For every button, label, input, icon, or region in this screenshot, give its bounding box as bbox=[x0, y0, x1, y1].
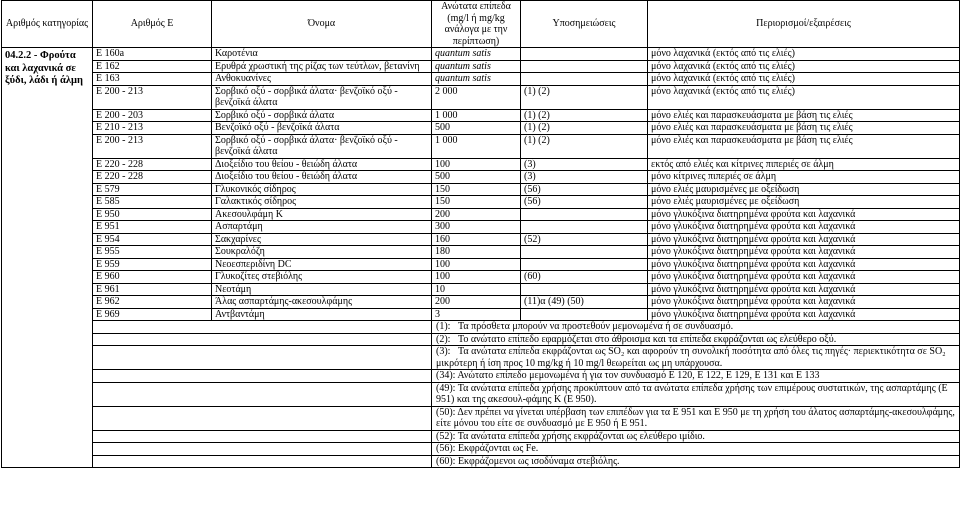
restriction-cell: μόνο λαχανικά (εκτός από τις ελιές) bbox=[648, 73, 960, 86]
notes-cell bbox=[521, 221, 648, 234]
level-cell: 3 bbox=[432, 308, 521, 321]
level-cell: 1 000 bbox=[432, 109, 521, 122]
notes-cell bbox=[521, 208, 648, 221]
name-cell: Διοξείδιο του θείου - θειώδη άλατα bbox=[212, 171, 432, 184]
level-cell: 100 bbox=[432, 258, 521, 271]
name-cell: Σουκραλόζη bbox=[212, 246, 432, 259]
footnote-row bbox=[2, 321, 960, 334]
level-cell: 10 bbox=[432, 283, 521, 296]
notes-cell bbox=[521, 73, 648, 86]
table-row bbox=[2, 171, 960, 184]
footnote-text: Το ανώτατο επίπεδο εφαρμόζεται στο άθροισμα και τα επίπεδα εκφράζονται ως ελεύθερο οξύ. bbox=[458, 333, 837, 345]
e-number-cell: E 162 bbox=[93, 60, 212, 73]
restriction-cell: μόνο ελιές και παρασκευάσματα με βάση τις ελιές bbox=[648, 134, 960, 158]
level-cell: 2 000 bbox=[432, 85, 521, 109]
category-cell: 04.2.2 - Φρούτα και λαχανικά σε ξύδι, λάδι ή άλμη bbox=[2, 48, 93, 468]
table-row bbox=[2, 122, 960, 135]
footnote-row bbox=[2, 443, 960, 456]
e-number-cell: E 200 - 203 bbox=[93, 109, 212, 122]
restriction-cell: εκτός από ελιές και κίτρινες πιπεριές σε άλμη bbox=[648, 158, 960, 171]
restriction-cell: μόνο γλυκόξινα διατηρημένα φρούτα και λαχανικά bbox=[648, 283, 960, 296]
footnote-spacer-cell bbox=[93, 455, 432, 468]
restriction-cell: μόνο γλυκόξινα διατηρημένα φρούτα και λαχανικά bbox=[648, 308, 960, 321]
e-number-cell: E 585 bbox=[93, 196, 212, 209]
level-cell: quantum satis bbox=[432, 73, 521, 86]
table-row bbox=[2, 158, 960, 171]
name-cell: Νεοεσπεριδίνη DC bbox=[212, 258, 432, 271]
name-cell: Γαλακτικός σίδηρος bbox=[212, 196, 432, 209]
e-number-cell: E 954 bbox=[93, 233, 212, 246]
name-cell: Γλυκονικός σίδηρος bbox=[212, 183, 432, 196]
footnote-row bbox=[2, 430, 960, 443]
notes-cell bbox=[521, 60, 648, 73]
header-name: Όνομα bbox=[212, 1, 432, 48]
level-cell: 500 bbox=[432, 122, 521, 135]
footnote-cell bbox=[432, 370, 960, 383]
level-cell: quantum satis bbox=[432, 60, 521, 73]
footnote-label: (3): bbox=[436, 346, 451, 357]
e-number-cell: E 962 bbox=[93, 296, 212, 309]
e-number-cell: E 959 bbox=[93, 258, 212, 271]
level-cell: 300 bbox=[432, 221, 521, 234]
footnote-spacer-cell bbox=[93, 406, 432, 430]
notes-cell bbox=[521, 283, 648, 296]
notes-cell: (3) bbox=[521, 158, 648, 171]
notes-cell: (52) bbox=[521, 233, 648, 246]
table-row bbox=[2, 296, 960, 309]
e-number-cell: E 163 bbox=[93, 73, 212, 86]
footnote-spacer-cell bbox=[93, 321, 432, 334]
table-row bbox=[2, 233, 960, 246]
table-row bbox=[2, 109, 960, 122]
footnote-spacer-cell bbox=[93, 430, 432, 443]
e-number-cell: E 955 bbox=[93, 246, 212, 259]
e-number-cell: E 200 - 213 bbox=[93, 85, 212, 109]
table-body bbox=[2, 48, 960, 468]
notes-cell: (56) bbox=[521, 196, 648, 209]
footnote-cell bbox=[432, 443, 960, 456]
footnote-text: (50): Δεν πρέπει να γίνεται υπέρβαση των επιπέδων για τα E 951 και E 950 με τη χρήση του άλατος ασπαρτάμης-ακεσουλφάμης, είτε μόνου του είτε σε συνδυασμό με E 950 ή E 951. bbox=[436, 406, 955, 429]
restriction-cell: μόνο γλυκόξινα διατηρημένα φρούτα και λαχανικά bbox=[648, 208, 960, 221]
e-number-cell: E 951 bbox=[93, 221, 212, 234]
footnote-text: (34): Ανώτατο επίπεδο μεμονωμένα ή για τον συνδυασμό E 120, E 122, E 129, E 131 και E 133 bbox=[436, 370, 820, 381]
notes-cell: (56) bbox=[521, 183, 648, 196]
footnote-cell bbox=[432, 321, 960, 334]
restriction-cell: μόνο γλυκόξινα διατηρημένα φρούτα και λαχανικά bbox=[648, 258, 960, 271]
footnote-text: (60): Εκφράζομενοι ως ισοδύναμα στεβιόλης. bbox=[436, 455, 620, 467]
name-cell: Διοξείδιο του θείου - θειώδη άλατα bbox=[212, 158, 432, 171]
level-cell: 1 000 bbox=[432, 134, 521, 158]
restriction-cell: μόνο ελιές μαυρισμένες με οξείδωση bbox=[648, 183, 960, 196]
e-number-cell: E 220 - 228 bbox=[93, 158, 212, 171]
footnote-cell bbox=[432, 430, 960, 443]
level-cell: 180 bbox=[432, 246, 521, 259]
footnote-row bbox=[2, 406, 960, 430]
footnote-text: (52): Τα ανώτατα επίπεδα χρήσης εκφράζονται ως ελεύθερο ιμίδιο. bbox=[436, 430, 705, 442]
e-number-cell: E 210 - 213 bbox=[93, 122, 212, 135]
name-cell: Γλυκοζίτες στεβιόλης bbox=[212, 271, 432, 284]
notes-cell: (1) (2) bbox=[521, 134, 648, 158]
footnote-cell bbox=[432, 455, 960, 468]
table-row bbox=[2, 258, 960, 271]
e-number-cell: E 960 bbox=[93, 271, 212, 284]
restriction-cell: μόνο κίτρινες πιπεριές σε άλμη bbox=[648, 171, 960, 184]
table-row bbox=[2, 48, 960, 61]
header-e-number: Αριθμός Ε bbox=[93, 1, 212, 48]
footnote-spacer-cell bbox=[93, 370, 432, 383]
restriction-cell: μόνο λαχανικά (εκτός από τις ελιές) bbox=[648, 48, 960, 61]
table-row bbox=[2, 308, 960, 321]
table-row bbox=[2, 85, 960, 109]
header-max-level: Ανώτατα επίπεδα (mg/l ή mg/kg ανάλογα με την περίπτωση) bbox=[432, 1, 521, 48]
notes-cell bbox=[521, 258, 648, 271]
notes-cell bbox=[521, 246, 648, 259]
additives-table bbox=[1, 0, 960, 468]
name-cell: Σακχαρίνες bbox=[212, 233, 432, 246]
table-row bbox=[2, 183, 960, 196]
name-cell: Σορβικό οξύ - σορβικά άλατα bbox=[212, 109, 432, 122]
table-row bbox=[2, 221, 960, 234]
restriction-cell: μόνο γλυκόξινα διατηρημένα φρούτα και λαχανικά bbox=[648, 246, 960, 259]
notes-cell: (1) (2) bbox=[521, 109, 648, 122]
restriction-cell: μόνο λαχανικά (εκτός από τις ελιές) bbox=[648, 85, 960, 109]
level-cell: 150 bbox=[432, 196, 521, 209]
footnote-spacer-cell bbox=[93, 382, 432, 406]
table-header-row bbox=[2, 1, 960, 48]
footnote-label: (1): bbox=[436, 321, 451, 332]
footnote-row bbox=[2, 333, 960, 346]
footnote-label: (2): bbox=[436, 333, 451, 345]
name-cell: Αντβαντάμη bbox=[212, 308, 432, 321]
e-number-cell: E 160a bbox=[93, 48, 212, 61]
e-number-cell: E 579 bbox=[93, 183, 212, 196]
table-row bbox=[2, 196, 960, 209]
name-cell: Νεοτάμη bbox=[212, 283, 432, 296]
e-number-cell: E 961 bbox=[93, 283, 212, 296]
notes-cell bbox=[521, 48, 648, 61]
e-number-cell: E 950 bbox=[93, 208, 212, 221]
notes-cell: (11)α (49) (50) bbox=[521, 296, 648, 309]
footnote-spacer-cell bbox=[93, 333, 432, 346]
table-row bbox=[2, 208, 960, 221]
restriction-cell: μόνο γλυκόξινα διατηρημένα φρούτα και λαχανικά bbox=[648, 271, 960, 284]
header-category-number: Αριθμός κατηγορίας bbox=[2, 1, 93, 48]
table-row bbox=[2, 73, 960, 86]
notes-cell bbox=[521, 308, 648, 321]
footnote-cell bbox=[432, 406, 960, 430]
name-cell: Καροτένια bbox=[212, 48, 432, 61]
footnote-row bbox=[2, 370, 960, 383]
header-restrictions: Περιορισμοί/εξαιρέσεις bbox=[648, 1, 960, 48]
table-row bbox=[2, 134, 960, 158]
level-cell: quantum satis bbox=[432, 48, 521, 61]
footnote-text: Τα ανώτατα επίπεδα εκφράζονται ως SO₂ και αφορούν τη συνολική ποσότητα από όλες τις πηγές· περιεκτικότητα σε SO₂ μικρότερη ή ίση προς 10 mg/kg ή 10 mg/l θεωρείται ως μη υπάρχουσα. bbox=[436, 346, 946, 369]
header-notes: Υποσημειώσεις bbox=[521, 1, 648, 48]
notes-cell: (3) bbox=[521, 171, 648, 184]
footnote-text: Τα πρόσθετα μπορούν να προστεθούν μεμονωμένα ή σε συνδυασμό. bbox=[458, 321, 734, 332]
e-number-cell: E 969 bbox=[93, 308, 212, 321]
name-cell: Σορβικό οξύ - σορβικά άλατα· βενζοϊκό οξύ - βενζοϊκά άλατα bbox=[212, 85, 432, 109]
name-cell: Βενζοϊκό οξύ - βενζοϊκά άλατα bbox=[212, 122, 432, 135]
name-cell: Ακεσουλφάμη Κ bbox=[212, 208, 432, 221]
level-cell: 100 bbox=[432, 271, 521, 284]
table-row bbox=[2, 283, 960, 296]
name-cell: Ασπαρτάμη bbox=[212, 221, 432, 234]
footnote-cell bbox=[432, 382, 960, 406]
footnote-row bbox=[2, 455, 960, 468]
restriction-cell: μόνο λαχανικά (εκτός από τις ελιές) bbox=[648, 60, 960, 73]
footnote-cell bbox=[432, 346, 960, 370]
name-cell: Ερυθρά χρωστική της ρίζας των τεύτλων, βετανίνη bbox=[212, 60, 432, 73]
level-cell: 160 bbox=[432, 233, 521, 246]
restriction-cell: μόνο γλυκόξινα διατηρημένα φρούτα και λαχανικά bbox=[648, 221, 960, 234]
footnote-spacer-cell bbox=[93, 443, 432, 456]
restriction-cell: μόνο γλυκόξινα διατηρημένα φρούτα και λαχανικά bbox=[648, 233, 960, 246]
level-cell: 100 bbox=[432, 158, 521, 171]
notes-cell: (1) (2) bbox=[521, 122, 648, 135]
footnote-cell bbox=[432, 333, 960, 346]
name-cell: Σορβικό οξύ - σορβικά άλατα· βενζοϊκό οξύ - βενζοϊκά άλατα bbox=[212, 134, 432, 158]
notes-cell: (60) bbox=[521, 271, 648, 284]
table-row bbox=[2, 246, 960, 259]
e-number-cell: E 220 - 228 bbox=[93, 171, 212, 184]
name-cell: Άλας ασπαρτάμης-ακεσουλφάμης bbox=[212, 296, 432, 309]
footnote-spacer-cell bbox=[93, 346, 432, 370]
restriction-cell: μόνο γλυκόξινα διατηρημένα φρούτα και λαχανικά bbox=[648, 296, 960, 309]
table-row bbox=[2, 271, 960, 284]
restriction-cell: μόνο ελιές και παρασκευάσματα με βάση τις ελιές bbox=[648, 122, 960, 135]
table-row bbox=[2, 60, 960, 73]
level-cell: 200 bbox=[432, 208, 521, 221]
name-cell: Ανθοκυανίνες bbox=[212, 73, 432, 86]
e-number-cell: E 200 - 213 bbox=[93, 134, 212, 158]
footnote-text: (56): Εκφράζονται ως Fe. bbox=[436, 443, 539, 454]
level-cell: 500 bbox=[432, 171, 521, 184]
level-cell: 200 bbox=[432, 296, 521, 309]
notes-cell: (1) (2) bbox=[521, 85, 648, 109]
footnote-text: (49): Τα ανώτατα επίπεδα χρήσης προκύπτουν από τα ανώτατα επίπεδα χρήσης των επιμέρους συστατικών, της ασπαρτάμης (E 951) και της ακεσουλ-φάμης Κ (E 950). bbox=[436, 382, 948, 405]
footnote-row bbox=[2, 382, 960, 406]
restriction-cell: μόνο ελιές και παρασκευάσματα με βάση τις ελιές bbox=[648, 109, 960, 122]
footnote-row bbox=[2, 346, 960, 370]
level-cell: 150 bbox=[432, 183, 521, 196]
restriction-cell: μόνο ελιές μαυρισμένες με οξείδωση bbox=[648, 196, 960, 209]
